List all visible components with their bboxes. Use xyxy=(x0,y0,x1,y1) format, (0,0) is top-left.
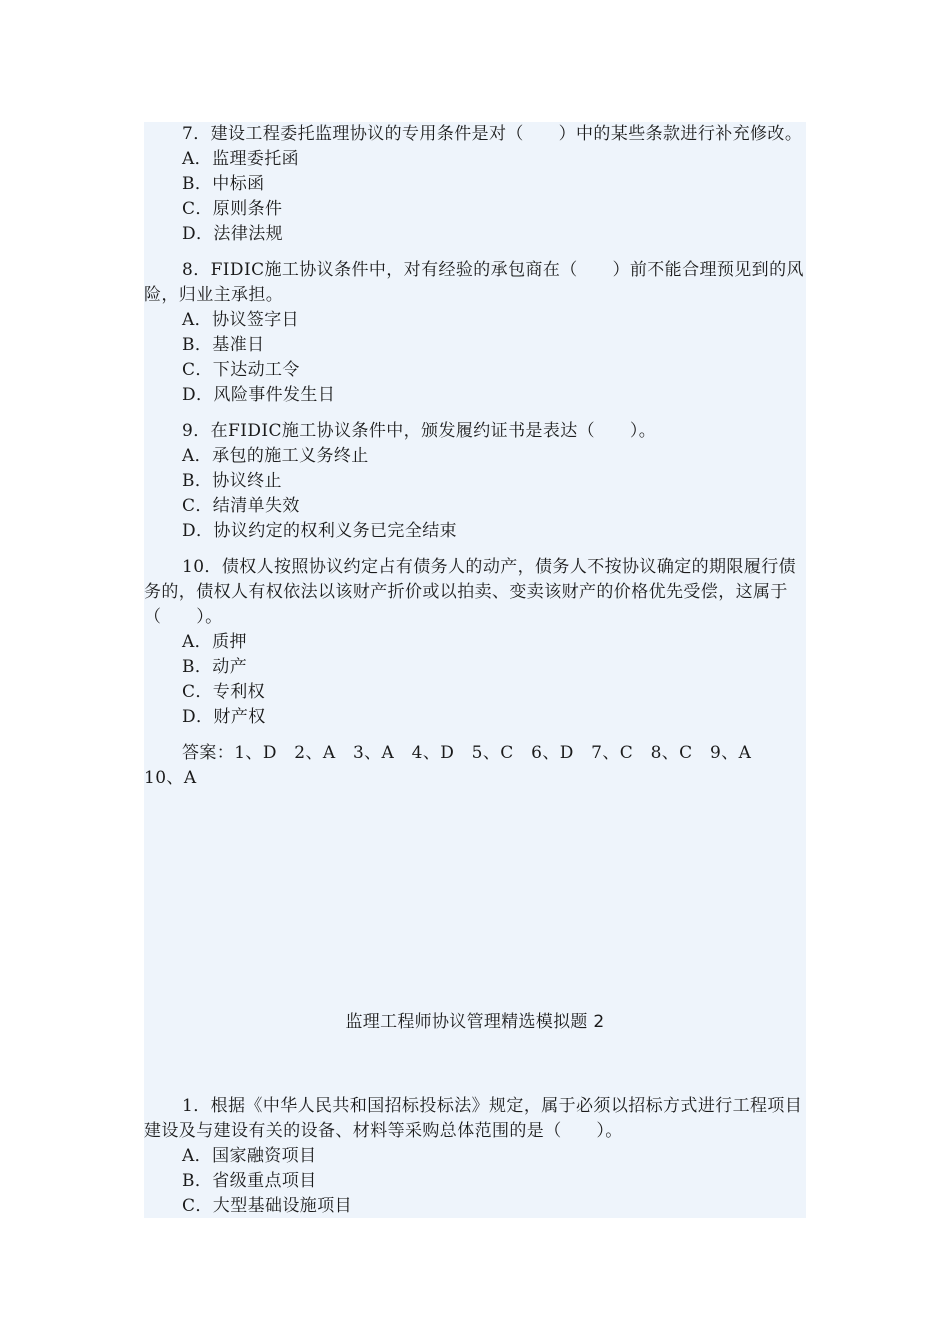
question-9 xyxy=(144,419,806,544)
option-c: C．原则条件 xyxy=(182,199,283,219)
question-stem: 9．在FIDIC施工协议条件中，颁发履约证书是表达（ ）。 xyxy=(182,421,657,441)
option-c: C．专利权 xyxy=(182,682,266,702)
option-a: A．质押 xyxy=(182,632,247,652)
option-d: D．法律法规 xyxy=(182,224,284,244)
question-stem: 8．FIDIC施工协议条件中，对有经验的承包商在（ ）前不能合理预见到的风险，归业主承担。 xyxy=(144,260,804,305)
option-a: A．国家融资项目 xyxy=(182,1146,317,1166)
option-list xyxy=(144,1144,806,1219)
option-b: B．基准日 xyxy=(182,335,265,355)
question-stem: 1．根据《中华人民共和国招标投标法》规定，属于必须以招标方式进行工程项目建设及与建设有关的设备、材料等采购总体范围的是（ ）。 xyxy=(144,1096,803,1141)
question-8 xyxy=(144,258,806,408)
option-b: B．省级重点项目 xyxy=(182,1171,317,1191)
option-c: C．结清单失效 xyxy=(182,496,300,516)
question-7 xyxy=(144,122,806,247)
option-a: A．承包的施工义务终止 xyxy=(182,446,369,466)
option-list xyxy=(144,630,806,730)
question-list xyxy=(144,122,806,791)
option-list xyxy=(144,147,806,247)
option-a: A．监理委托函 xyxy=(182,149,300,169)
option-d: D．协议约定的权利义务已完全结束 xyxy=(182,521,458,541)
option-d: D．财产权 xyxy=(182,707,266,727)
question-10 xyxy=(144,555,806,730)
section-title: 监理工程师协议管理精选模拟题 2 xyxy=(345,1012,605,1032)
option-list xyxy=(144,308,806,408)
answer-key: 答案：1、D 2、A 3、A 4、D 5、C 6、D 7、C 8、C 9、A 10、A xyxy=(144,743,769,788)
option-b: B．动产 xyxy=(182,657,248,677)
option-a: A．协议签字日 xyxy=(182,310,300,330)
question-stem: 7．建设工程委托监理协议的专用条件是对（ ）中的某些条款进行补充修改。 xyxy=(182,124,803,144)
question-list-2 xyxy=(144,1094,806,1230)
option-d: D．风险事件发生日 xyxy=(182,385,336,405)
option-c: C．下达动工令 xyxy=(182,360,300,380)
option-b: B．协议终止 xyxy=(182,471,282,491)
option-list xyxy=(144,444,806,544)
question-1 xyxy=(144,1094,806,1219)
option-b: B．中标函 xyxy=(182,174,265,194)
question-stem: 10．债权人按照协议约定占有债务人的动产，债务人不按协议确定的期限履行债务的，债权人有权依法以该财产折价或以拍卖、变卖该财产的价格优先受偿，这属于（ ）。 xyxy=(144,557,797,627)
option-c: C．大型基础设施项目 xyxy=(182,1196,353,1216)
